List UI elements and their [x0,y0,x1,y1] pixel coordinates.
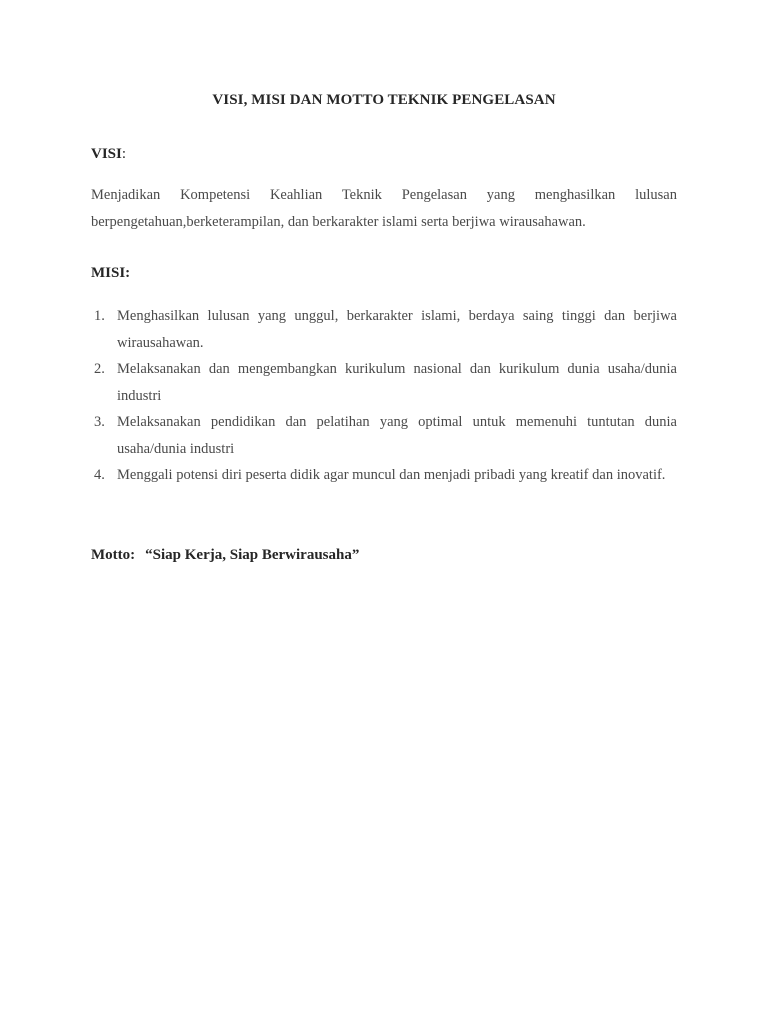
document-title: VISI, MISI DAN MOTTO TEKNIK PENGELASAN [212,92,556,108]
misi-item-number: 3. [94,414,105,430]
visi-heading-colon: : [121,146,127,162]
misi-item-text: Melaksanakan pendidikan dan pelatihan yang optimal untuk memenuhi tuntutan dunia usaha/dunia industri [117,414,677,457]
misi-item [91,409,677,462]
misi-item-text: Menggali potensi diri peserta didik agar muncul dan menjadi pribadi yang kreatif dan inovatif. [117,467,666,483]
misi-heading-label: MISI: [91,265,131,281]
misi-item [91,356,677,409]
misi-heading [91,265,130,282]
misi-item [91,462,677,489]
misi-item-number: 2. [94,361,105,377]
misi-item-number: 4. [94,467,105,483]
misi-item-text: Melaksanakan dan mengembangkan kurikulum nasional dan kurikulum dunia usaha/dunia industri [117,361,677,404]
misi-list [91,303,677,489]
motto-label: Motto: [91,547,136,563]
motto-line [91,547,359,564]
motto-value: “Siap Kerja, Siap Berwirausaha” [145,547,360,563]
misi-item-text: Menghasilkan lulusan yang unggul, berkarakter islami, berdaya saing tinggi dan berjiwa wirausahawan. [117,308,677,351]
visi-heading [91,146,126,163]
misi-item [91,303,677,356]
visi-heading-label: VISI [91,146,122,162]
visi-text: Menjadikan Kompetensi Keahlian Teknik Pengelasan yang menghasilkan lulusan berpengetahuan,berketerampilan, dan berkarakter islami serta berjiwa wirausahawan. [91,187,677,230]
misi-item-number: 1. [94,308,105,324]
